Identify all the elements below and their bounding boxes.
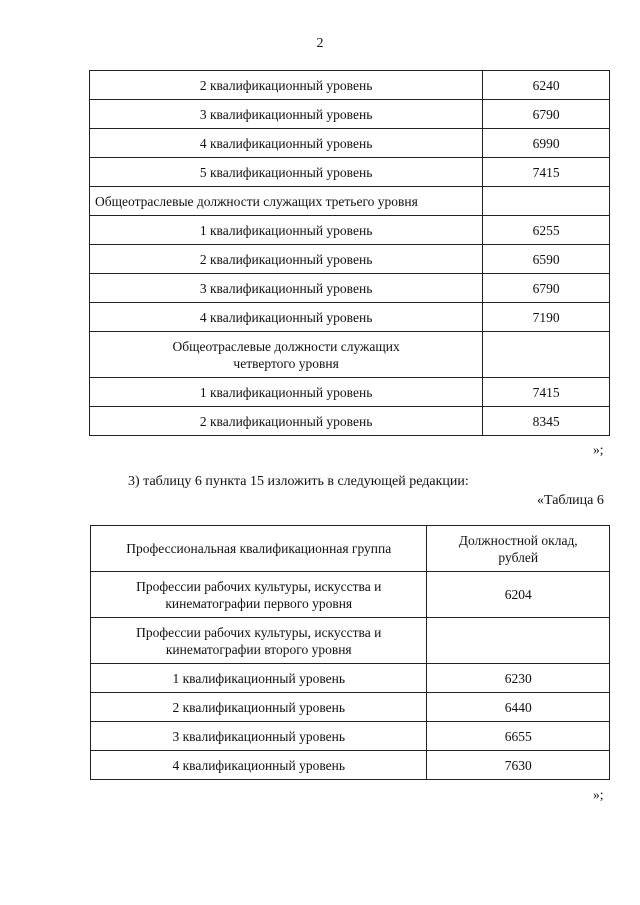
salary-value: 6204 — [427, 572, 610, 618]
salary-value: 6790 — [483, 100, 610, 129]
level-label: 2 квалификационный уровень — [91, 693, 427, 722]
salary-value: 6990 — [483, 129, 610, 158]
salary-table-continued — [89, 70, 610, 436]
table-row — [90, 71, 610, 100]
table-caption: «Таблица 6 — [537, 493, 604, 508]
salary-value — [483, 332, 610, 378]
group-heading: Общеотраслевые должности служащих четвертого уровня — [90, 332, 483, 378]
page-number: 2 — [316, 36, 324, 51]
salary-value: 6240 — [483, 71, 610, 100]
level-label: 2 квалификационный уровень — [90, 71, 483, 100]
table-row — [90, 332, 610, 378]
salary-value: 8345 — [483, 407, 610, 436]
level-label: 2 квалификационный уровень — [90, 407, 483, 436]
level-label: 3 квалификационный уровень — [90, 274, 483, 303]
column-header: Должностной оклад, рублей — [427, 526, 610, 572]
table-row — [90, 216, 610, 245]
group-heading: Общеотраслевые должности служащих третьего уровня — [90, 187, 483, 216]
table-row — [91, 572, 610, 618]
table-row — [90, 100, 610, 129]
salary-value: 7415 — [483, 158, 610, 187]
table-row — [90, 378, 610, 407]
salary-value: 6230 — [427, 664, 610, 693]
table-row — [90, 158, 610, 187]
level-label: 2 квалификационный уровень — [90, 245, 483, 274]
table-row — [90, 245, 610, 274]
group-heading: Профессии рабочих культуры, искусства и кинематографии первого уровня — [91, 572, 427, 618]
level-label: 3 квалификационный уровень — [91, 722, 427, 751]
table-row — [91, 618, 610, 664]
table-row — [90, 274, 610, 303]
table-row — [90, 303, 610, 332]
level-label: 1 квалификационный уровень — [90, 378, 483, 407]
level-label: 3 квалификационный уровень — [90, 100, 483, 129]
salary-value — [427, 618, 610, 664]
level-label: 4 квалификационный уровень — [91, 751, 427, 780]
closing-quote: »; — [593, 787, 604, 802]
level-label: 5 квалификационный уровень — [90, 158, 483, 187]
group-heading: Профессии рабочих культуры, искусства и кинематографии второго уровня — [91, 618, 427, 664]
table-row — [91, 664, 610, 693]
level-label: 4 квалификационный уровень — [90, 129, 483, 158]
salary-value: 7415 — [483, 378, 610, 407]
salary-table-6 — [90, 525, 610, 780]
salary-value: 6440 — [427, 693, 610, 722]
table-row — [90, 407, 610, 436]
level-label: 1 квалификационный уровень — [90, 216, 483, 245]
salary-value — [483, 187, 610, 216]
table-row — [91, 751, 610, 780]
salary-value: 7190 — [483, 303, 610, 332]
column-header: Профессиональная квалификационная группа — [91, 526, 427, 572]
table-row — [90, 187, 610, 216]
table-row — [90, 129, 610, 158]
table-row — [91, 722, 610, 751]
level-label: 4 квалификационный уровень — [90, 303, 483, 332]
salary-value: 6790 — [483, 274, 610, 303]
table-row — [91, 693, 610, 722]
salary-value: 6590 — [483, 245, 610, 274]
salary-value: 6255 — [483, 216, 610, 245]
closing-quote: »; — [593, 442, 604, 457]
table-header-row — [91, 526, 610, 572]
salary-value: 6655 — [427, 722, 610, 751]
level-label: 1 квалификационный уровень — [91, 664, 427, 693]
instruction-text: 3) таблицу 6 пункта 15 изложить в следующей редакции: — [128, 474, 469, 489]
salary-value: 7630 — [427, 751, 610, 780]
